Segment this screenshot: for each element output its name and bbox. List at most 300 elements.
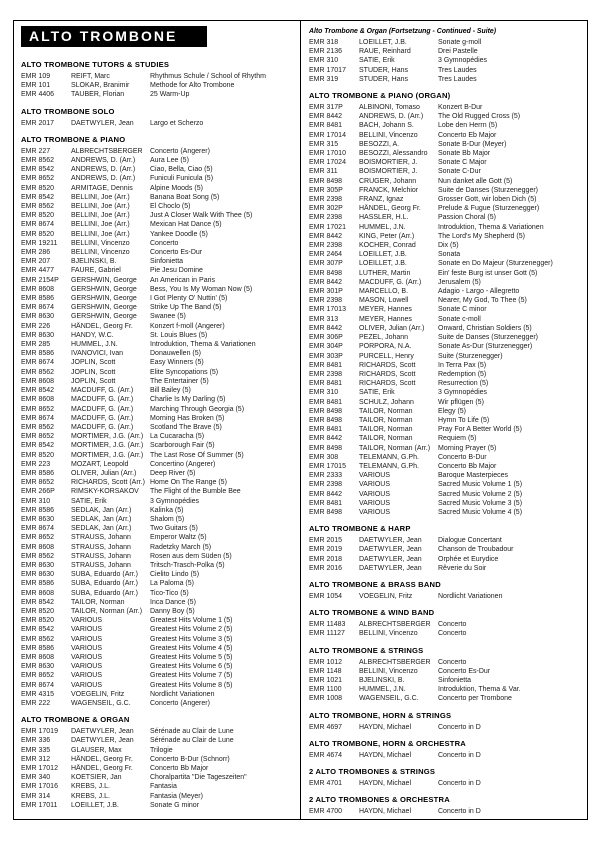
- catalog-row: [309, 241, 583, 250]
- work-title: Fantasia (Meyer): [150, 792, 203, 800]
- catalog-row: [309, 186, 583, 195]
- catalog-row: [309, 352, 583, 361]
- catalog-row: [21, 211, 295, 220]
- catalog-section: [309, 27, 583, 84]
- work-title: Sinfonietta: [438, 676, 472, 684]
- composer-name: SATIE, Erik: [359, 389, 395, 397]
- composer-name: MACDUFF, G. (Arr.): [71, 387, 134, 395]
- work-title: Tritsch-Trasch-Polka (5): [150, 561, 225, 569]
- catalog-row: [21, 497, 295, 506]
- catalog-section: [309, 646, 583, 704]
- catalog-ref-number: EMR 285: [21, 341, 51, 349]
- work-title: Sonate c-moll: [438, 315, 481, 323]
- composer-name: DAETWYLER, Jean: [359, 537, 422, 545]
- catalog-ref-number: EMR 302P: [309, 205, 343, 213]
- catalog-ref-number: EMR 8562: [21, 368, 55, 376]
- section-heading: ALTO TROMBONE & WIND BAND: [309, 608, 435, 618]
- work-title: Prelude & Fugue (Sturzenegger): [438, 205, 540, 213]
- work-title: Hymn To Life (5): [438, 416, 490, 424]
- catalog-ref-number: EMR 8520: [21, 451, 55, 459]
- catalog-ref-number: EMR 17010: [309, 150, 346, 158]
- composer-name: SUBA, Eduardo (Arr.): [71, 580, 138, 588]
- catalog-section: [21, 715, 295, 810]
- work-title: Pie Jesu Domine: [150, 267, 203, 275]
- composer-name: STUDER, Hans: [359, 66, 409, 74]
- catalog-ref-number: EMR 312: [21, 755, 51, 763]
- work-title: Sonate en Do Majeur (Sturzenegger): [438, 260, 553, 268]
- work-title: Rosen aus dem Süden (5): [150, 552, 232, 560]
- catalog-ref-number: EMR 8520: [21, 617, 55, 625]
- catalog-row: [21, 230, 295, 239]
- work-title: Elegy (5): [438, 407, 467, 415]
- catalog-ref-number: EMR 8542: [21, 626, 55, 634]
- catalog-ref-number: EMR 2154P: [21, 276, 59, 284]
- catalog-row: [21, 340, 295, 349]
- catalog-ref-number: EMR 8674: [21, 304, 55, 312]
- catalog-row: [309, 416, 583, 425]
- catalog-row: [309, 204, 583, 213]
- composer-name: ALBINONI, Tomaso: [359, 104, 420, 112]
- work-title: Aura Lee (5): [150, 157, 189, 165]
- catalog-ref-number: EMR 286: [21, 249, 51, 257]
- catalog-row: [21, 625, 295, 634]
- catalog-ref-number: EMR 2398: [309, 297, 343, 305]
- composer-name: LOEILLET, J.B.: [359, 260, 407, 268]
- catalog-section: [309, 767, 583, 788]
- work-title: Adagio - Largo - Allegretto: [438, 288, 520, 296]
- catalog-ref-number: EMR 8586: [21, 506, 55, 514]
- catalog-row: [21, 801, 295, 810]
- catalog-ref-number: EMR 4477: [21, 267, 55, 275]
- catalog-row: [21, 386, 295, 395]
- catalog-row: [21, 727, 295, 736]
- catalog-row: [21, 764, 295, 773]
- catalog-ref-number: EMR 227: [21, 147, 51, 155]
- catalog-row: [309, 444, 583, 453]
- catalog-row: [21, 543, 295, 552]
- work-title: Scarborough Fair (5): [150, 442, 215, 450]
- composer-name: DAETWYLER, Jean: [359, 555, 422, 563]
- work-title: Charlie Is My Darling (5): [150, 396, 226, 404]
- work-title: Concerto: [150, 239, 179, 247]
- catalog-ref-number: EMR 8608: [21, 543, 55, 551]
- composer-name: HUMMEL, J.N.: [71, 341, 118, 349]
- work-title: Sonate As-Dur (Sturzenegger): [438, 343, 533, 351]
- composer-name: RICHARDS, Scott: [359, 361, 416, 369]
- catalog-ref-number: EMR 8562: [21, 635, 55, 643]
- catalog-ref-number: EMR 207: [21, 258, 51, 266]
- composer-name: SUBA, Eduardo (Arr.): [71, 571, 138, 579]
- composer-name: BELLINI, Joe (Arr.): [71, 203, 130, 211]
- composer-name: LOEILLET, J.B.: [71, 801, 119, 809]
- work-title: Greatest Hits Volume 5 (5): [150, 653, 233, 661]
- catalog-ref-number: EMR 2464: [309, 251, 343, 259]
- catalog-ref-number: EMR 8481: [309, 426, 343, 434]
- composer-name: KOCHER, Conrad: [359, 242, 416, 250]
- catalog-row: [309, 259, 583, 268]
- catalog-row: [309, 462, 583, 471]
- work-title: Concerto B-Dur: [438, 453, 487, 461]
- section-heading: ALTO TROMBONE & PIANO: [21, 134, 126, 144]
- catalog-row: [309, 723, 583, 732]
- catalog-row: [309, 47, 583, 56]
- continuation-heading: Alto Trombone & Organ (Fortsetzung - Continued - Suite): [309, 28, 497, 35]
- work-title: Marching Through Georgia (5): [150, 405, 245, 413]
- catalog-ref-number: EMR 8652: [21, 672, 55, 680]
- composer-name: ARMITAGE, Dennis: [71, 184, 133, 192]
- work-title: Greatest Hits Volume 6 (5): [150, 663, 233, 671]
- catalog-ref-number: EMR 8481: [309, 361, 343, 369]
- catalog-row: [309, 232, 583, 241]
- composer-name: DAETWYLER, Jean: [359, 564, 422, 572]
- catalog-ref-number: EMR 8652: [21, 433, 55, 441]
- work-title: Concerto B-Dur (Schnorr): [150, 755, 230, 763]
- work-title: Sacred Music Volume 2 (5): [438, 490, 523, 498]
- catalog-row: [21, 653, 295, 662]
- work-title: 3 Gymnopédies: [438, 389, 488, 397]
- catalog-ref-number: EMR 8481: [309, 380, 343, 388]
- composer-name: MACDUFF, G. (Arr.): [359, 278, 422, 286]
- catalog-ref-number: EMR 17015: [309, 462, 346, 470]
- catalog-section: [21, 107, 295, 128]
- work-title: Concerto Bb Major: [438, 462, 497, 470]
- catalog-ref-number: EMR 2398: [309, 370, 343, 378]
- composer-name: RICHARDS, Scott: [359, 380, 416, 388]
- work-title: Dix (5): [438, 242, 459, 250]
- composer-name: MACDUFF, G. (Arr.): [71, 396, 134, 404]
- composer-name: BESOZZI, Alessandro: [359, 150, 428, 158]
- work-title: Emperor Waltz (5): [150, 534, 207, 542]
- work-title: Concerto in D: [438, 751, 481, 759]
- catalog-ref-number: EMR 310: [309, 57, 339, 65]
- composer-name: LOEILLET, J.B.: [359, 251, 407, 259]
- composer-name: TELEMANN, G.Ph.: [359, 453, 419, 461]
- catalog-row: [21, 147, 295, 156]
- composer-name: MASON, Lowell: [359, 297, 409, 305]
- catalog-row: [309, 536, 583, 545]
- catalog-row: [309, 592, 583, 601]
- left-column-sections: [21, 60, 295, 810]
- catalog-ref-number: EMR 222: [21, 700, 51, 707]
- catalog-row: [309, 751, 583, 760]
- work-title: Dialogue Concertant: [438, 537, 502, 545]
- catalog-row: [309, 66, 583, 75]
- work-title: Morning Prayer (5): [438, 444, 497, 452]
- work-title: Drei Pastelle: [438, 48, 478, 56]
- work-title: Donauwellen (5): [150, 350, 201, 358]
- catalog-ref-number: EMR 314: [21, 792, 51, 800]
- work-title: In Terra Pax (5): [438, 361, 487, 369]
- composer-name: BESOZZI, A.: [359, 140, 400, 148]
- catalog-ref-number: EMR 8481: [309, 499, 343, 507]
- composer-name: VARIOUS: [71, 635, 102, 643]
- composer-name: SATIE, Erik: [71, 497, 107, 505]
- catalog-row: [21, 266, 295, 275]
- work-title: The Old Rugged Cross (5): [438, 113, 521, 121]
- catalog-ref-number: EMR 4406: [21, 91, 55, 99]
- catalog-section: [309, 739, 583, 760]
- composer-name: STRAUSS, Johann: [71, 543, 131, 551]
- work-title: Sérénade au Clair de Lune: [150, 737, 234, 745]
- work-title: Sonate C-Dur: [438, 168, 481, 176]
- catalog-row: [309, 296, 583, 305]
- catalog-row: [309, 342, 583, 351]
- composer-name: MACDUFF, G. (Arr.): [71, 405, 134, 413]
- composer-name: BJELINSKI, B.: [359, 676, 405, 684]
- catalog-row: [309, 269, 583, 278]
- catalog-row: [309, 779, 583, 788]
- catalog-ref-number: EMR 8652: [21, 405, 55, 413]
- catalog-row: [309, 149, 583, 158]
- catalog-row: [21, 579, 295, 588]
- catalog-ref-number: EMR 8498: [309, 508, 343, 516]
- catalog-row: [309, 407, 583, 416]
- catalog-ref-number: EMR 8586: [21, 350, 55, 358]
- catalog-ref-number: EMR 8442: [309, 232, 343, 240]
- work-title: Concerto Es-Dur: [150, 249, 203, 257]
- catalog-row: [309, 499, 583, 508]
- composer-name: KREBS, J.L.: [71, 783, 110, 791]
- work-title: Cielito Lindo (5): [150, 571, 200, 579]
- work-title: Inca Dance (5): [150, 598, 196, 606]
- right-column: [301, 21, 587, 819]
- catalog-ref-number: EMR 308: [309, 453, 339, 461]
- work-title: Kalinka (5): [150, 506, 184, 514]
- catalog-ref-number: EMR 17014: [309, 131, 346, 139]
- work-title: Konzert f-moll (Angerer): [150, 322, 225, 330]
- work-title: Requiem (5): [438, 435, 477, 443]
- catalog-ref-number: EMR 2398: [309, 214, 343, 222]
- section-heading: ALTO TROMBONE & BRASS BAND: [309, 579, 441, 589]
- work-title: Redemption (5): [438, 370, 487, 378]
- catalog-row: [21, 515, 295, 524]
- composer-name: MOZART, Leopold: [71, 460, 129, 468]
- catalog-row: [309, 658, 583, 667]
- catalog-row: [21, 220, 295, 229]
- page-border-box: [13, 20, 588, 820]
- composer-name: HÄNDEL, Georg Fr.: [359, 205, 421, 213]
- catalog-ref-number: EMR 17016: [21, 783, 58, 791]
- work-title: Concerto: [438, 621, 467, 629]
- composer-name: DAETWYLER, Jean: [71, 119, 134, 127]
- catalog-ref-number: EMR 8586: [21, 295, 55, 303]
- work-title: Largo et Scherzo: [150, 119, 204, 127]
- composer-name: VARIOUS: [71, 644, 102, 652]
- catalog-row: [309, 555, 583, 564]
- catalog-section: [309, 608, 583, 638]
- composer-name: SEDLAK, Jan (Arr.): [71, 506, 132, 514]
- catalog-row: [21, 607, 295, 616]
- composer-name: STUDER, Hans: [359, 75, 409, 83]
- catalog-ref-number: EMR 8630: [21, 561, 55, 569]
- work-title: An American in Paris: [150, 276, 215, 284]
- catalog-ref-number: EMR 8674: [21, 681, 55, 689]
- composer-name: TELEMANN, G.Ph.: [359, 462, 419, 470]
- work-title: Tico-Tico (5): [150, 589, 189, 597]
- catalog-ref-number: EMR 313: [309, 315, 339, 323]
- catalog-ref-number: EMR 266P: [21, 488, 55, 496]
- catalog-row: [21, 755, 295, 764]
- catalog-ref-number: EMR 4674: [309, 751, 343, 759]
- composer-name: LOEILLET, J.B.: [359, 39, 407, 46]
- catalog-ref-number: EMR 8674: [21, 414, 55, 422]
- work-title: Sonate C minor: [438, 306, 487, 314]
- composer-name: PORPORA, N.A.: [359, 343, 412, 351]
- composer-name: SEDLAK, Jan (Arr.): [71, 515, 132, 523]
- composer-name: VARIOUS: [71, 653, 102, 661]
- composer-name: MARCELLO, B.: [359, 288, 409, 296]
- composer-name: KOETSIER, Jan: [71, 774, 122, 782]
- work-title: Concerto: [438, 630, 467, 638]
- catalog-row: [21, 156, 295, 165]
- composer-name: WAGENSEIL, G.C.: [359, 695, 419, 703]
- right-column-sections: [309, 27, 583, 816]
- catalog-row: [21, 441, 295, 450]
- composer-name: HAYDN, Michael: [359, 751, 411, 759]
- composer-name: VARIOUS: [359, 499, 390, 507]
- work-title: Onward, Christian Soldiers (5): [438, 324, 532, 332]
- catalog-row: [21, 202, 295, 211]
- catalog-row: [21, 699, 295, 708]
- catalog-row: [309, 223, 583, 232]
- composer-name: ALBRECHTSBERGER: [71, 147, 143, 155]
- catalog-ref-number: EMR 8608: [21, 396, 55, 404]
- composer-name: HUMMEL, J.N.: [359, 223, 406, 231]
- catalog-row: [309, 388, 583, 397]
- work-title: Funiculi Funicula (5): [150, 175, 214, 183]
- catalog-ref-number: EMR 335: [21, 746, 51, 754]
- composer-name: PURCELL, Henry: [359, 352, 414, 360]
- composer-name: TAILOR, Norman: [359, 435, 413, 443]
- catalog-ref-number: EMR 17024: [309, 159, 346, 167]
- composer-name: KREBS, J.L.: [71, 792, 110, 800]
- composer-name: VARIOUS: [359, 472, 390, 480]
- catalog-ref-number: EMR 4701: [309, 780, 343, 787]
- composer-name: HÄNDEL, Georg Fr.: [71, 765, 133, 773]
- catalog-ref-number: EMR 2019: [309, 546, 343, 554]
- work-title: Tres Laudes: [438, 75, 477, 83]
- catalog-ref-number: EMR 8608: [21, 377, 55, 385]
- catalog-row: [309, 177, 583, 186]
- catalog-row: [21, 184, 295, 193]
- work-title: Greatest Hits Volume 4 (5): [150, 644, 233, 652]
- work-title: Resurrection (5): [438, 380, 489, 388]
- catalog-row: [21, 193, 295, 202]
- catalog-section: [309, 711, 583, 732]
- catalog-ref-number: EMR 8498: [309, 269, 343, 277]
- catalog-ref-number: EMR 8630: [21, 331, 55, 339]
- work-title: Rêverie du Soir: [438, 564, 487, 572]
- catalog-ref-number: EMR 307P: [309, 260, 343, 268]
- work-title: Alpine Moods (5): [150, 184, 203, 192]
- work-title: La Paloma (5): [150, 580, 194, 588]
- composer-name: DAETWYLER, Jean: [359, 546, 422, 554]
- catalog-row: [309, 305, 583, 314]
- catalog-row: [309, 398, 583, 407]
- catalog-ref-number: EMR 2015: [309, 537, 343, 545]
- work-title: The Flight of the Bumble Bee: [150, 488, 241, 496]
- catalog-row: [309, 379, 583, 388]
- catalog-ref-number: EMR 8442: [309, 490, 343, 498]
- catalog-row: [309, 103, 583, 112]
- catalog-ref-number: EMR 8498: [309, 416, 343, 424]
- composer-name: RIMSKY-KORSAKOV: [71, 488, 139, 496]
- catalog-row: [21, 414, 295, 423]
- work-title: Concerto in D: [438, 808, 481, 816]
- work-title: Jerusalem (5): [438, 278, 481, 286]
- section-heading: ALTO TROMBONE & PIANO (ORGAN): [309, 91, 451, 101]
- section-heading: ALTO TROMBONE & HARP: [309, 524, 411, 534]
- catalog-ref-number: EMR 1100: [309, 686, 342, 694]
- catalog-row: [309, 250, 583, 259]
- catalog-row: [21, 285, 295, 294]
- catalog-row: [21, 239, 295, 248]
- composer-name: FRANCK, Melchior: [359, 186, 419, 194]
- work-title: Baroque Masterpieces: [438, 472, 509, 480]
- catalog-row: [21, 533, 295, 542]
- work-title: Nun danket alle Gott (5): [438, 177, 513, 185]
- catalog-ref-number: EMR 4700: [309, 808, 343, 816]
- composer-name: RICHARDS, Scott: [359, 370, 416, 378]
- work-title: Nordlicht Variationen: [438, 592, 503, 600]
- catalog-section: [309, 524, 583, 573]
- work-title: Strike Up The Band (5): [150, 304, 222, 312]
- work-title: Ciao, Bella, Ciao (5): [150, 166, 213, 174]
- catalog-ref-number: EMR 1012: [309, 658, 343, 666]
- catalog-ref-number: EMR 2017: [21, 119, 55, 127]
- work-title: Concerto Eb Major: [438, 131, 497, 139]
- work-title: El Choclo (5): [150, 203, 191, 211]
- catalog-ref-number: EMR 223: [21, 460, 51, 468]
- work-title: 25 Warm-Up: [150, 91, 190, 99]
- catalog-row: [309, 75, 583, 84]
- composer-name: LUTHER, Martin: [359, 269, 411, 277]
- catalog-row: [309, 333, 583, 342]
- catalog-ref-number: EMR 8608: [21, 285, 55, 293]
- work-title: Concerto Es-Dur: [438, 667, 491, 675]
- work-title: Introduktion, Thema & Variationen: [150, 341, 256, 349]
- work-title: Sonata: [438, 251, 461, 259]
- catalog-ref-number: EMR 4315: [21, 690, 55, 698]
- composer-name: TAILOR, Norman: [359, 407, 413, 415]
- catalog-ref-number: EMR 4697: [309, 723, 343, 731]
- catalog-ref-number: EMR 2136: [309, 48, 343, 56]
- catalog-ref-number: EMR 8481: [309, 398, 343, 406]
- work-title: Sonate G minor: [150, 801, 200, 809]
- catalog-row: [21, 644, 295, 653]
- work-title: Suite de Danses (Sturzenegger): [438, 334, 538, 342]
- catalog-ref-number: EMR 101: [21, 82, 51, 90]
- work-title: Danny Boy (5): [150, 607, 195, 615]
- work-title: Bess, You Is My Woman Now (5): [150, 285, 253, 293]
- work-title: Choralpartita "Die Tageszeiten": [150, 774, 247, 782]
- work-title: Concerto (Angerer): [150, 700, 210, 707]
- work-title: Concerto per Trombone: [438, 695, 512, 703]
- catalog-row: [21, 303, 295, 312]
- work-title: Morning Has Broken (5): [150, 414, 225, 422]
- catalog-ref-number: EMR 109: [21, 73, 51, 80]
- work-title: Two Guitars (5): [150, 525, 198, 533]
- catalog-row: [21, 432, 295, 441]
- catalog-section: [21, 60, 295, 100]
- section-heading: 2 ALTO TROMBONES & ORCHESTRA: [309, 795, 450, 805]
- catalog-ref-number: EMR 8586: [21, 469, 55, 477]
- composer-name: KING, Peter (Arr.): [359, 232, 415, 240]
- work-title: Concerto: [438, 658, 467, 666]
- composer-name: JOPLIN, Scott: [71, 359, 116, 367]
- catalog-ref-number: EMR 8562: [21, 203, 55, 211]
- composer-name: OLIVER, Julian (Arr.): [359, 324, 425, 332]
